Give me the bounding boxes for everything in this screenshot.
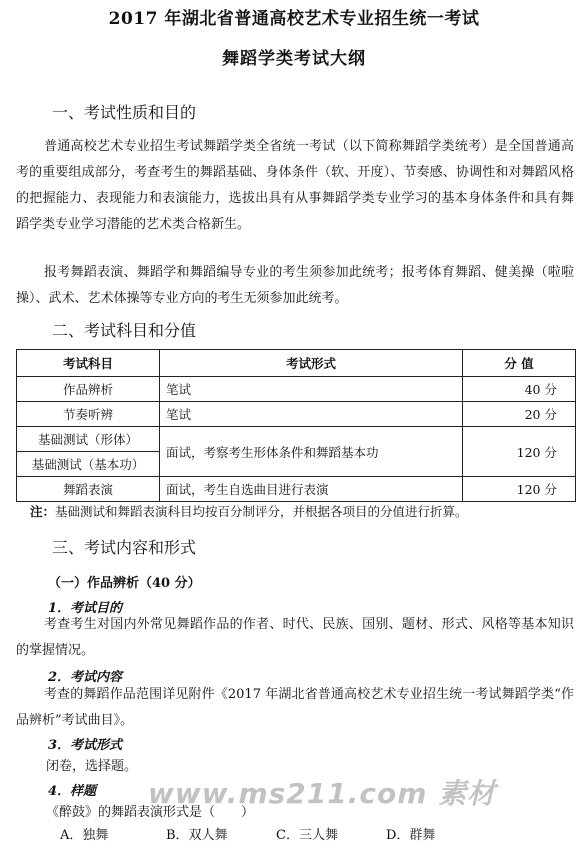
section3-heading: 三、考试内容和形式 [52,538,197,557]
item2-title: 2．考试内容 [48,670,123,685]
table-cell-form: 笔试 [160,377,463,402]
document-subtitle: 舞蹈学类考试大纲 [222,49,366,69]
document-title: 2017 年湖北省普通高校艺术专业招生统一考试 [108,9,480,29]
table-header-subject: 考试科目 [17,350,160,377]
table-row [17,477,576,502]
section1-paragraph1: 普通高校艺术专业招生考试舞蹈学类全省统一考试（以下简称舞蹈学类统考）是全国普通高考的重要组成部分，考查考生的舞蹈基础、身体条件（软、开度）、节奏感、协调性和对舞蹈风格的把握能力、表现能力和表演能力，选拔出具有从事舞蹈学类专业学习的基本身体条件和具有舞蹈学类专业学习潜能的艺术类合格新生。 [16,139,574,232]
item3-title: 3．考试形式 [48,738,123,753]
table-cell-form: 笔试 [160,402,463,427]
table-cell-form: 面试，考生自选曲目进行表演 [160,477,463,502]
score-table [16,349,576,502]
item3-text: 闭卷，选择题。 [46,759,138,774]
item1-text: 考查考生对国内外常见舞蹈作品的作者、时代、民族、国别、题材、形式、风格等基本知识的掌握情况。 [16,617,574,658]
sample-question: 《醉鼓》的舞蹈表演形式是（ ） [46,805,255,820]
item2-text: 考查的舞蹈作品范围详见附件《2017 年湖北省普通高校艺术专业招生统一考试舞蹈学类“作品辨析”考试曲目》。 [16,687,574,728]
section1-paragraph2: 报考舞蹈表演、舞蹈学和舞蹈编导专业的考生须参加此统考；报考体育舞蹈、健美操（啦啦操）、武术、艺术体操等专业方向的考生无须参加此统考。 [16,265,574,306]
table-cell-form: 面试，考察考生形体条件和舞蹈基本功 [160,427,463,477]
part1-title: （一）作品辨析（40 分） [48,576,201,591]
table-row [17,402,576,427]
option-a: A．独舞 [60,828,109,843]
table-row [17,377,576,402]
watermark: www.ms211.com 素材 [148,777,497,810]
table-note [30,502,468,520]
option-d: D．群舞 [386,828,436,843]
table-cell-subject: 基础测试（形体） [17,427,160,452]
table-cell-subject: 基础测试（基本功） [17,452,160,477]
item4-title: 4．样题 [48,784,97,799]
table-header-form: 考试形式 [160,350,463,377]
item1-title: 1．考试目的 [48,601,123,616]
table-cell-subject: 舞蹈表演 [17,477,160,502]
table-cell-score: 120 分 [463,427,576,477]
table-cell-score: 120 分 [463,477,576,502]
table-row [17,427,576,452]
table-header-score: 分 值 [463,350,576,377]
answer-options [60,824,435,843]
table-cell-score: 20 分 [463,402,576,427]
table-cell-subject: 作品辨析 [17,377,160,402]
section1-heading: 一、考试性质和目的 [52,103,197,122]
option-b: B．双人舞 [166,828,228,843]
option-c: C．三人舞 [276,828,338,843]
table-note-text: 基础测试和舞蹈表演科目均按百分制评分，并根据各项目的分值进行折算。 [55,504,468,519]
table-header-row [17,350,576,377]
table-note-label: 注： [30,504,56,519]
section2-heading: 二、考试科目和分值 [52,321,197,340]
table-cell-subject: 节奏听辨 [17,402,160,427]
table-cell-score: 40 分 [463,377,576,402]
